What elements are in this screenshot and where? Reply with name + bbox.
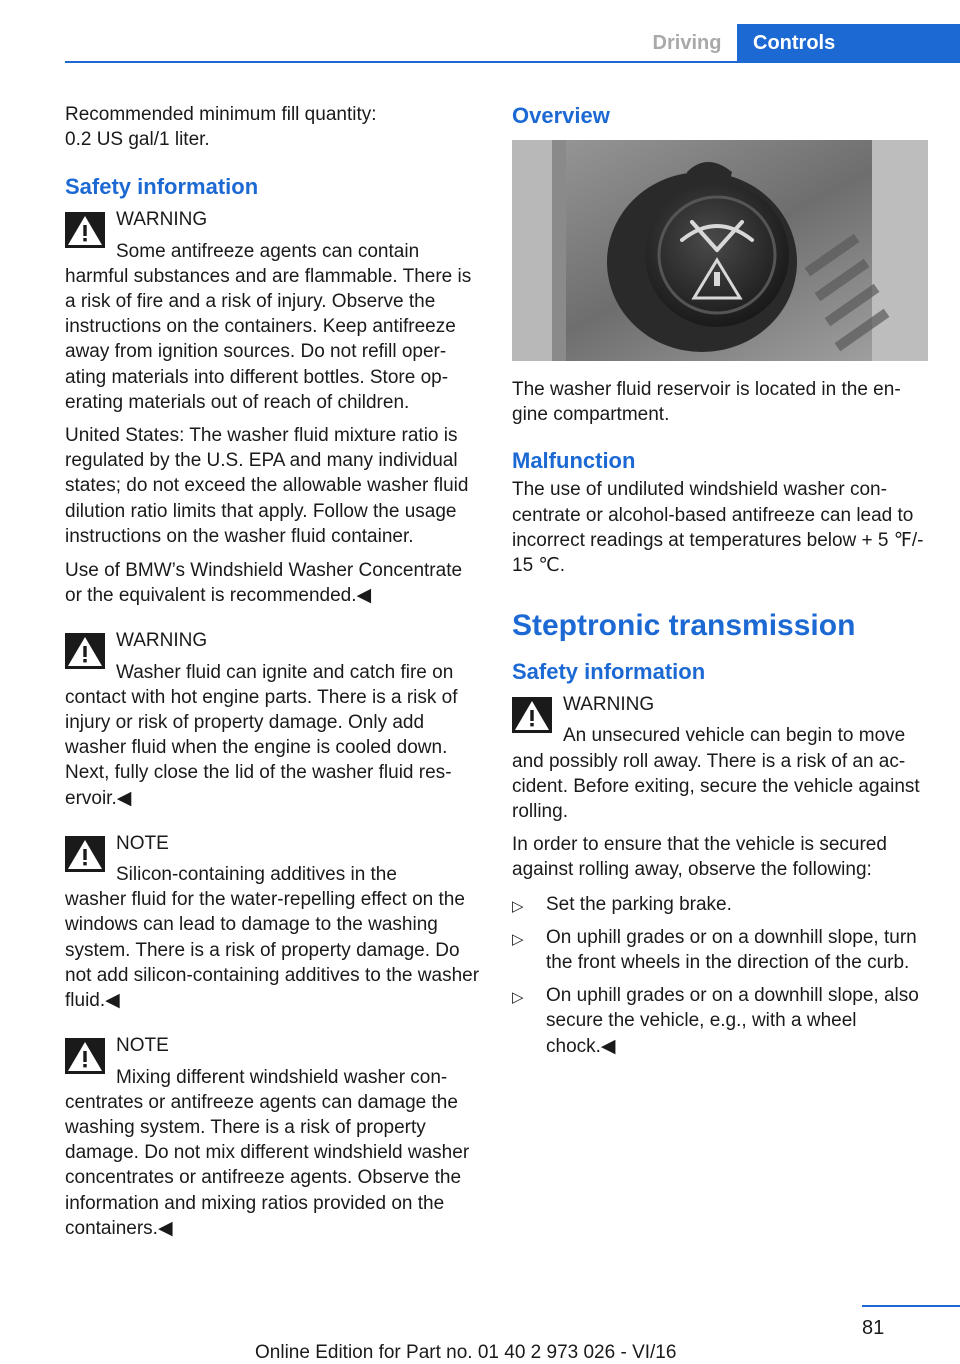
note-text: washer fluid for the water-repelling effect on the windows can lead to damage to the washing system. There is a risk of property damage. Do not add silicon-containing additives to the washer fluid.◀ [65,889,480,1012]
warning-triangle-icon [65,633,105,669]
steptronic-heading: Steptronic transmission [512,609,856,643]
note-block-silicon [65,831,481,1013]
fill-quantity-text: Recommended minimum fill quantity: 0.2 US gal/1 liter. [65,104,377,151]
warning-block-antifreeze [65,207,481,415]
note-text-line1: Silicon-containing additives in the [116,864,397,886]
warning-label: WARNING [116,209,208,231]
malfunction-heading: Malfunction [512,448,636,474]
us-epa-paragraph: United States: The washer fluid mixture ratio is regulated by the U.S. EPA and many individual states; do not exceed the allowable washer fluid dilution ratio limits that apply. Follow the usage instructions on the washer fluid container. [65,425,469,547]
bmw-washer-paragraph: Use of BMW’s Windshield Washer Concentrate or the equivalent is recommended.◀ [65,560,463,607]
note-triangle-icon [65,836,105,872]
warning-triangle-icon [65,212,105,248]
warning-triangle-icon [512,697,552,733]
note-text: centrates or antifreeze agents can damage the washing system. There is a risk of property damage. Do not mix different windshield washer concentrates or antifreeze agents. Observe the information and mixing ratios provided on the containers.◀ [65,1091,470,1239]
warning-label: WARNING [116,630,208,652]
warning-text-line1: An unsecured vehicle can begin to move [563,725,906,747]
warning-block-unsecured [512,692,928,824]
washer-reservoir-photo [512,140,928,361]
warning-label: WARNING [563,694,655,716]
safety-info-heading: Safety information [65,174,259,200]
malfunction-paragraph: The use of undiluted windshield washer concentrate or alcohol-based antifreeze can lead to incorrect readings at temperatures below + 5 ℉/- 15 ℃. [512,479,924,577]
edition-footer: Online Edition for Part no. 01 40 2 973 026 - VI/16 [255,1342,677,1363]
header-rule [65,61,960,63]
warning-text-line1: Washer fluid can ignite and catch fire on [116,661,454,683]
note-label: NOTE [116,832,169,854]
secure-paragraph: In order to ensure that the vehicle is secured against rolling away, observe the following: [512,834,887,881]
triangle-bullet-icon: ▷ [512,989,524,1007]
securing-steps-list [512,892,928,1059]
page-number: 81 [862,1317,885,1339]
triangle-bullet-icon: ▷ [512,897,524,915]
note-text-line1: Mixing different windshield washer con- [116,1066,448,1088]
left-column [65,102,481,1249]
list-item: ▷ Set the parking brake. [512,892,928,917]
warning-block-flammable [65,628,481,810]
section-tab-controls: Controls [737,24,960,63]
note-block-mixing [65,1033,481,1241]
right-column [512,102,928,1067]
overview-heading: Overview [512,103,610,128]
safety-info-heading-2: Safety information [512,659,706,685]
warning-text: and possibly roll away. There is a risk of an accident. Before exiting, secure the vehicle against rolling. [512,750,920,823]
section-tab-driving: Driving [652,32,722,54]
note-triangle-icon [65,1038,105,1074]
warning-text-line1: Some antifreeze agents can contain [116,240,420,262]
warning-text: harmful substances and are flammable. There is a risk of fire and a risk of injury. Observe the instructions on the containers. Keep antifreeze away from ignition sources. Do not refill operating materials into different bottles. Store operating materials out of reach of children. [65,265,472,413]
overview-paragraph: The washer fluid reservoir is located in the engine compartment. [512,379,901,426]
list-item: ▷ On uphill grades or on a downhill slope, also secure the vehicle, e.g., with a wheel chock.◀ [512,985,919,1057]
footer-rule [862,1305,960,1307]
warning-text: contact with hot engine parts. There is a risk of injury or risk of property damage. Only add washer fluid when the engine is cooled down. Next, fully close the lid of the washer fluid reservoir.◀ [65,686,458,809]
note-label: NOTE [116,1035,169,1057]
triangle-bullet-icon: ▷ [512,930,524,948]
list-item: ▷ On uphill grades or on a downhill slope, turn the front wheels in the direction of the curb. [512,926,917,974]
